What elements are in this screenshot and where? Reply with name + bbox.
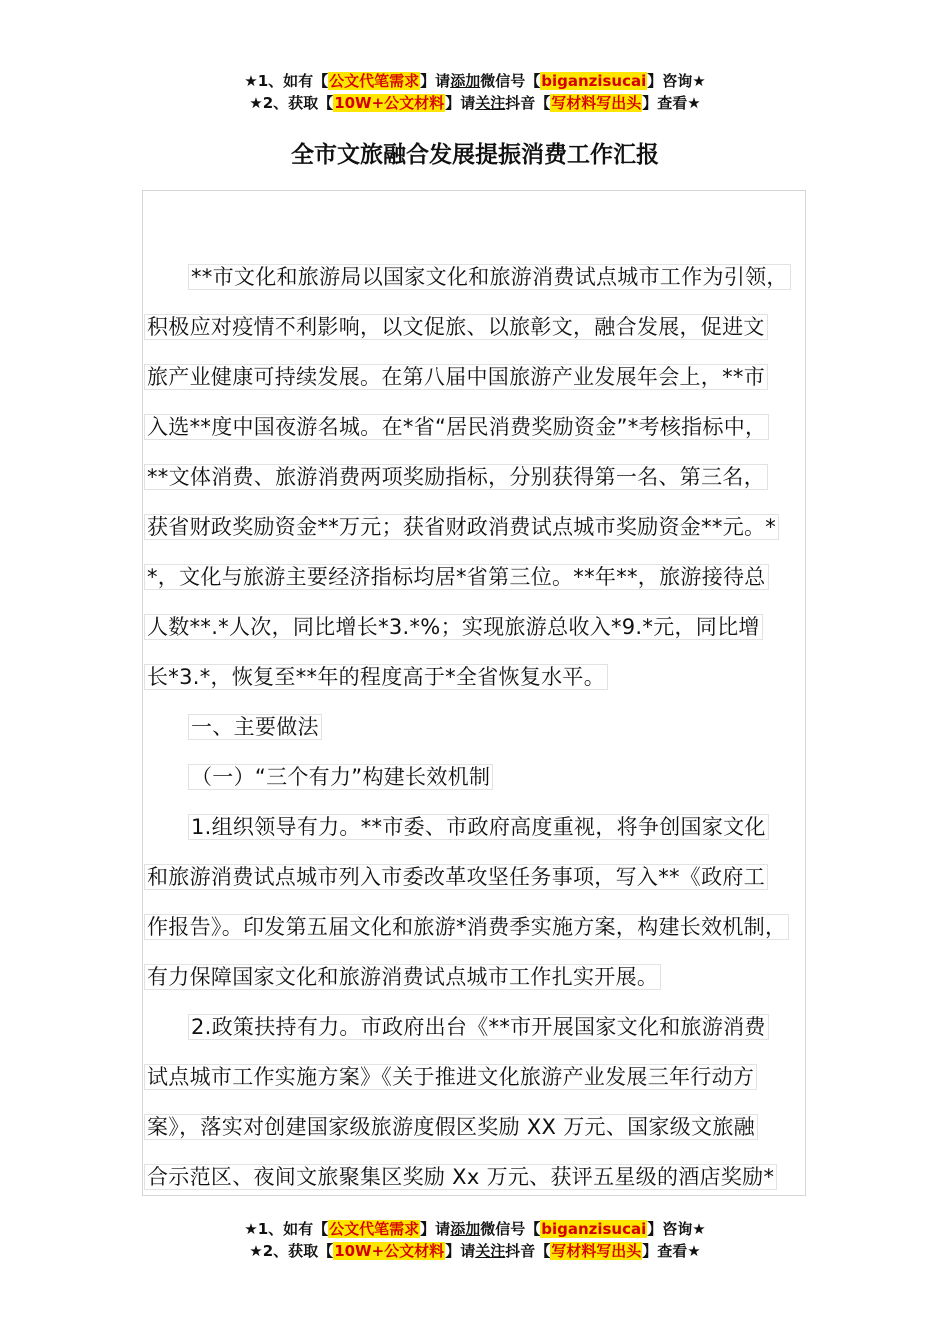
promo-highlight: 10W+公文材料 <box>334 94 445 112</box>
body-line: **市文化和旅游局以国家文化和旅游消费试点城市工作为引领， <box>144 252 844 302</box>
promo-text: 】查看★ <box>642 1242 701 1260</box>
promo-text: 】查看★ <box>642 94 701 112</box>
body-line: 长*3.*，恢复至**年的程度高于*全省恢复水平。 <box>144 652 844 702</box>
body-line: 1.组织领导有力。**市委、市政府高度重视，将争创国家文化 <box>144 802 844 852</box>
promo-highlight: 10W+公文材料 <box>334 1242 445 1260</box>
body-line: 2.政策扶持有力。市政府出台《**市开展国家文化和旅游消费 <box>144 1002 844 1052</box>
promo-highlight: 公文代笔需求 <box>329 1220 420 1238</box>
body-line: 案》，落实对创建国家级旅游度假区奖励 XX 万元、国家级文旅融 <box>144 1102 844 1152</box>
body-line: *，文化与旅游主要经济指标均居*省第三位。**年**，旅游接待总 <box>144 552 844 602</box>
promo-text: ★2、获取【 <box>249 94 334 112</box>
body-line: 入选**度中国夜游名城。在*省“居民消费奖励资金”*考核指标中， <box>144 402 844 452</box>
promo-text: 】请 <box>445 94 476 112</box>
body-line: 试点城市工作实施方案》《关于推进文化旅游产业发展三年行动方 <box>144 1052 844 1102</box>
body-line: **文体消费、旅游消费两项奖励指标，分别获得第一名、第三名， <box>144 452 844 502</box>
promo-highlight: 写材料写出头 <box>551 94 642 112</box>
body-line: 合示范区、夜间文旅聚集区奖励 Xx 万元、获评五星级的酒店奖励* <box>144 1152 844 1202</box>
promo-line-1 <box>0 70 950 92</box>
promo-text: 】咨询★ <box>647 72 706 90</box>
promo-text: 微信号【 <box>480 1220 541 1238</box>
promo-footer <box>0 1218 950 1262</box>
promo-highlight: biganzisucai <box>541 72 647 90</box>
promo-header <box>0 70 950 114</box>
promo-underline: 添加 <box>450 1220 481 1238</box>
promo-text: 】咨询★ <box>647 1220 706 1238</box>
document-title: 全市文旅融合发展提振消费工作汇报 <box>291 142 659 168</box>
subsection-heading: （一）“三个有力”构建长效机制 <box>144 752 844 802</box>
body-line: 获省财政奖励资金**万元；获省财政消费试点城市奖励资金**元。* <box>144 502 844 552</box>
promo-underline: 关注 <box>475 1242 506 1260</box>
promo-text: ★1、如有【 <box>244 72 329 90</box>
body-line: 积极应对疫情不利影响，以文促旅、以旅彰文，融合发展，促进文 <box>144 302 844 352</box>
promo-text: 微信号【 <box>480 72 541 90</box>
promo-text: 抖音【 <box>505 94 551 112</box>
promo-text: ★1、如有【 <box>244 1220 329 1238</box>
promo-line-1 <box>0 1218 950 1240</box>
body-line: 有力保障国家文化和旅游消费试点城市工作扎实开展。 <box>144 952 844 1002</box>
promo-text: 】请 <box>420 1220 451 1238</box>
body-line: 人数**.*人次，同比增长*3.*%；实现旅游总收入*9.*元，同比增 <box>144 602 844 652</box>
promo-highlight: biganzisucai <box>541 1220 647 1238</box>
promo-text: ★2、获取【 <box>249 1242 334 1260</box>
body-line: 旅产业健康可持续发展。在第八届中国旅游产业发展年会上，**市 <box>144 352 844 402</box>
body-line: 和旅游消费试点城市列入市委改革攻坚任务事项，写入**《政府工 <box>144 852 844 902</box>
promo-text: 抖音【 <box>505 1242 551 1260</box>
promo-line-2 <box>0 1240 950 1262</box>
promo-line-2 <box>0 92 950 114</box>
promo-text: 】请 <box>420 72 451 90</box>
body-line: 作报告》。印发第五届文化和旅游*消费季实施方案，构建长效机制， <box>144 902 844 952</box>
promo-text: 】请 <box>445 1242 476 1260</box>
section-heading: 一、主要做法 <box>144 702 844 752</box>
document-body <box>144 252 844 1202</box>
promo-underline: 添加 <box>450 72 481 90</box>
promo-highlight: 公文代笔需求 <box>329 72 420 90</box>
promo-highlight: 写材料写出头 <box>551 1242 642 1260</box>
promo-underline: 关注 <box>475 94 506 112</box>
